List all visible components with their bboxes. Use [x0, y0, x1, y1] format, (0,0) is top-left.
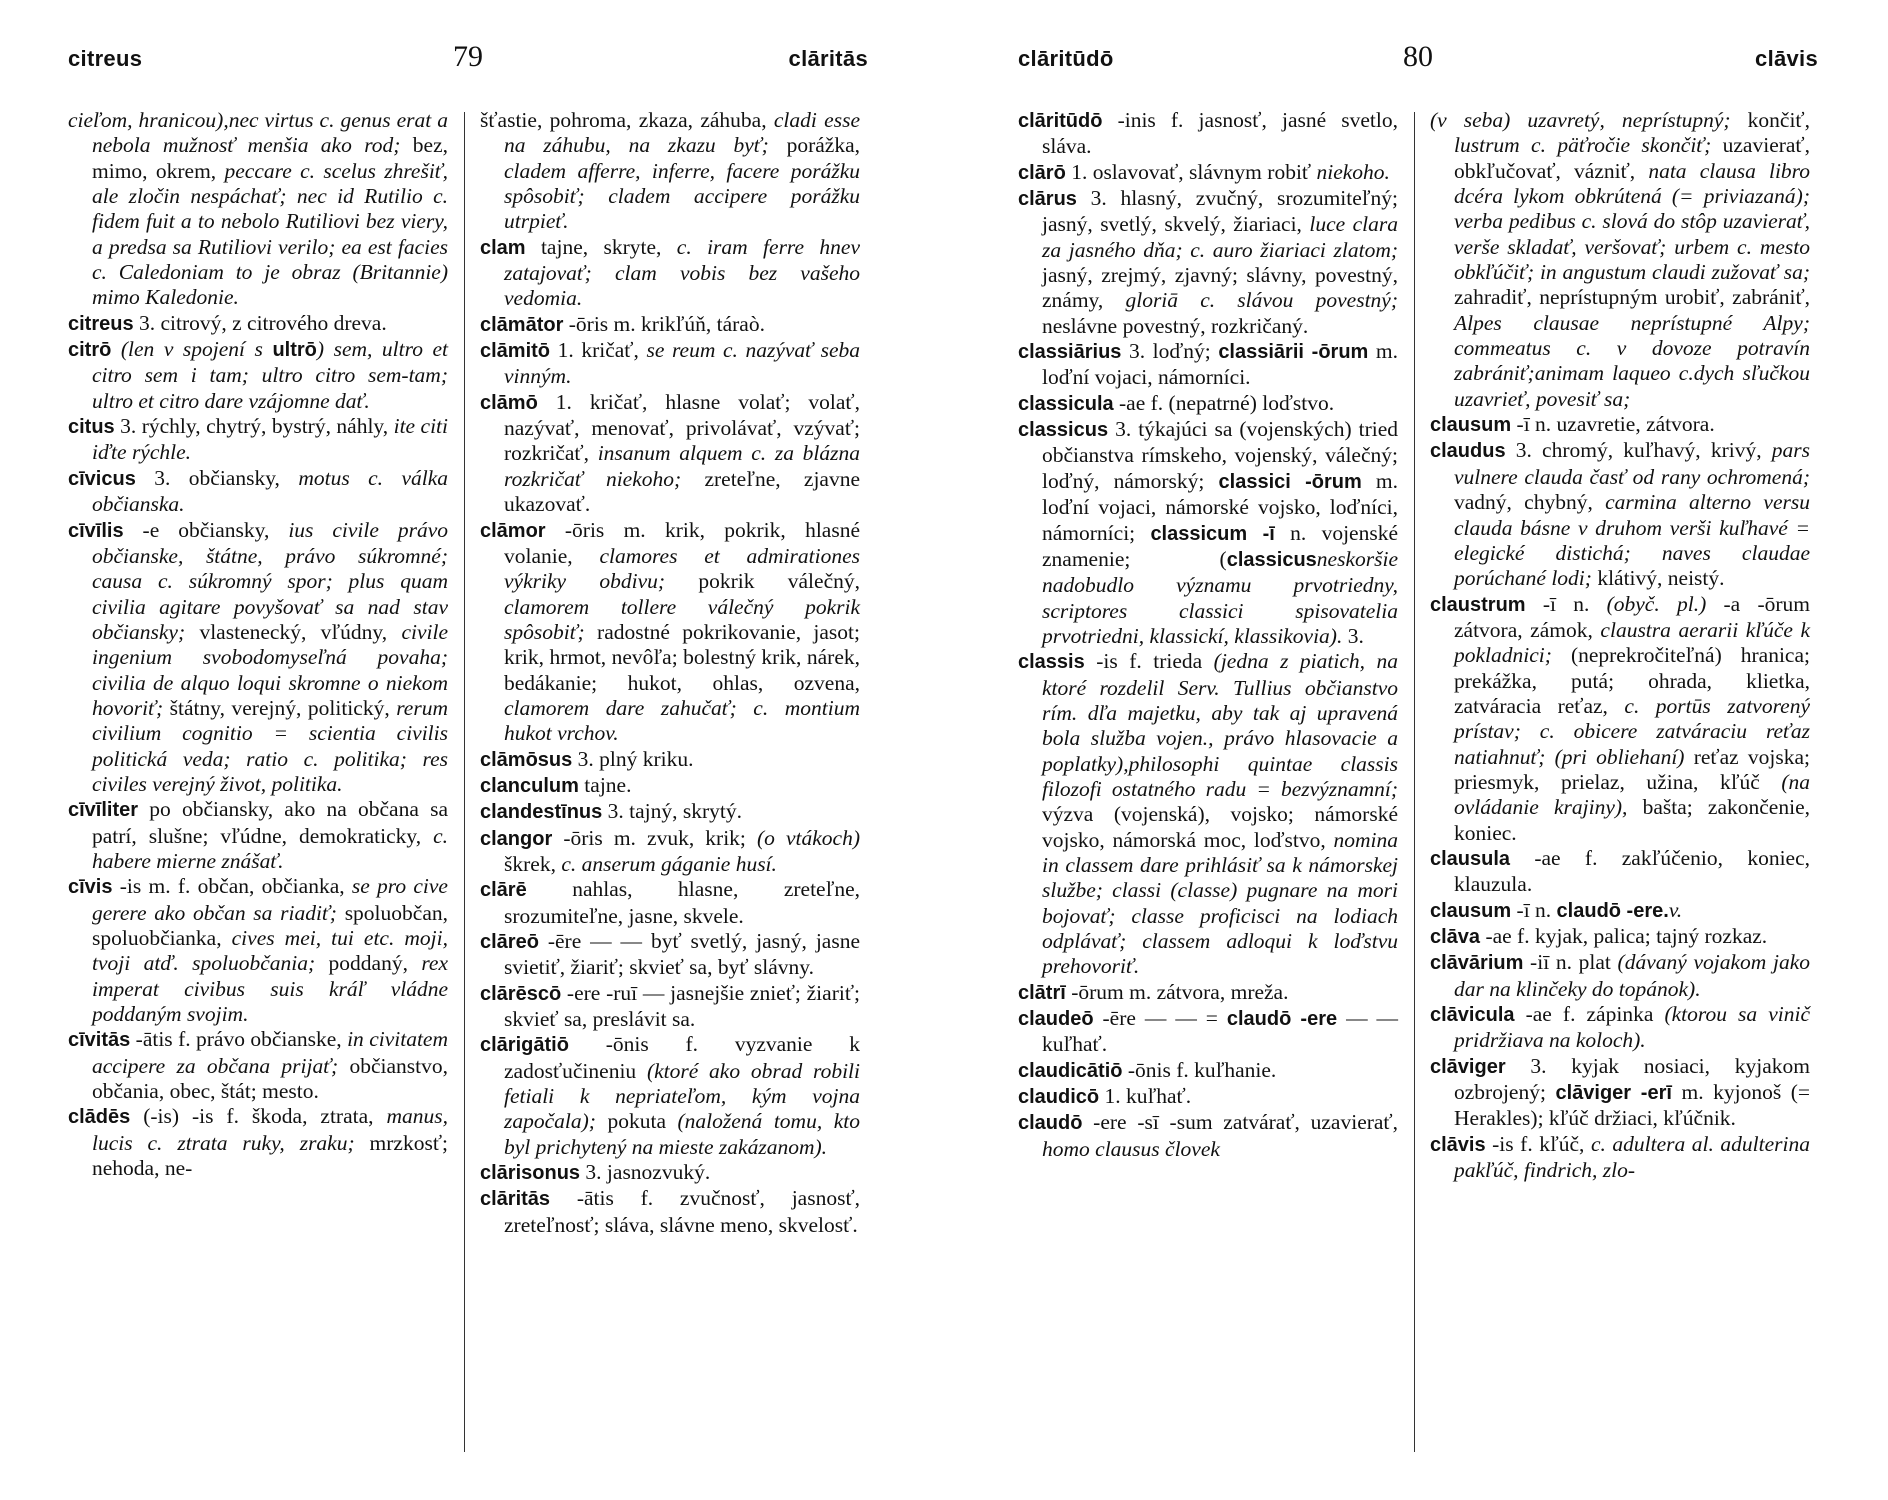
dictionary-entry — [480, 826, 860, 878]
entry-headword: clanculum — [480, 774, 579, 797]
entry-example-italic: manus, lucis c. ztrata ruky, zraku; — [92, 1104, 448, 1155]
entry-example-italic: clamorem tollere válečný pokrik spôsobiť; — [504, 594, 860, 644]
entry-headword: clam — [480, 236, 526, 259]
entry-subheadword: clāviger -erī — [1555, 1082, 1672, 1105]
entry-definition: 3. citrový, z citrového dreva. — [133, 310, 387, 335]
dictionary-entry — [68, 1027, 448, 1104]
entry-example-italic: motus c. válka občianska. — [92, 465, 449, 517]
entry-headword: clausula — [1430, 847, 1511, 870]
entry-headword: clāvārium — [1430, 952, 1524, 975]
dictionary-entry — [68, 311, 448, 337]
entry-definition: tajne. — [578, 772, 632, 797]
entry-example-italic: niekoho. — [1316, 159, 1390, 184]
entry-headword: clāreō — [480, 931, 539, 953]
entry-headword: clāvis — [1430, 1133, 1486, 1156]
entry-definition: bez, mimo, okrem, — [92, 133, 448, 183]
dictionary-entry — [68, 466, 448, 518]
entry-definition: -ōris m. zvuk, krik; — [552, 825, 757, 850]
entry-example-italic: peccare c. scelus zhrešiť, ale zločin nespáchať; nec id Rutilio c. fidem fuit a to nebolo Rutiliovi bez viery, a predsa sa Rutiliovi verilo; ea est facies c. Caledoniam to je obraz (Britannie) mimo Kaledonie. — [92, 158, 448, 310]
left-header-first-headword: citreus — [68, 46, 143, 71]
left-page-header — [68, 40, 868, 84]
dictionary-entry — [480, 312, 860, 338]
entry-definition: -ātis f. zvučnosť, jasnosť, zreteľnosť; sláva, slávne meno, skvelosť. — [504, 1186, 860, 1237]
dictionary-entry — [1430, 924, 1810, 950]
entry-headword: clāviger — [1430, 1055, 1506, 1078]
dictionary-entry — [1430, 1054, 1810, 1132]
right-header-first-headword: clāritūdō — [1018, 46, 1114, 71]
entry-definition: bašta; zakončenie, koniec. — [1454, 795, 1810, 845]
entry-headword: cīvitās — [68, 1029, 131, 1052]
dictionary-entry — [1018, 980, 1398, 1006]
entry-example-italic: carmina alterno versu clauda básne v druhom verši kuľhavé = elegické distichá; naves claudae porúchané lodi; — [1454, 490, 1810, 591]
entry-definition: uzavierať, obkľučovať, vázniť, — [1454, 133, 1810, 183]
entry-definition: štátny, verejný, politický, — [163, 695, 397, 720]
dictionary-entry — [480, 338, 860, 390]
entry-definition: po občiansky, ako na občana sa patrí, slušne; vľúdne, demokraticky, — [92, 797, 448, 848]
entry-definition: -a -ōrum zátvora, zámok, — [1454, 591, 1810, 642]
entry-definition: -ōris m. krikľúň, táraò. — [563, 311, 765, 336]
entry-definition: n. vojenské znamenie; ( — [1042, 520, 1398, 571]
dictionary-entry — [1018, 339, 1398, 391]
entry-definition: zahradiť, neprístupným urobiť, zabrániť, — [1454, 285, 1810, 310]
dictionary-entry — [480, 518, 860, 747]
left-page-column-2 — [480, 108, 860, 1238]
entry-definition: vadný, chybný, — [1454, 490, 1606, 515]
entry-headword: clāritās — [480, 1188, 551, 1211]
dictionary-entry — [480, 390, 860, 518]
dictionary-entry — [68, 337, 448, 414]
entry-definition: -ōnis f. kuľhanie. — [1122, 1057, 1277, 1082]
entry-definition: (neprekročiteľná) hranica; prekážka, putá; ohrada, klietka, zatváracia reťaz, — [1454, 643, 1810, 718]
dictionary-entry — [1430, 438, 1810, 591]
entry-definition: 1. kričať, hlasne volať; volať, nazývať, menovať, privolávať, vzývať; rozkričať, — [504, 389, 860, 466]
dictionary-entry — [68, 874, 448, 1027]
entry-example-italic: c. adultera al. adulterina pakľúč, findrich, zlo- — [1454, 1131, 1811, 1183]
column-divider — [464, 112, 465, 1452]
entry-headword: classis — [1018, 651, 1085, 674]
entry-definition: 1. kričať, — [550, 338, 647, 363]
entry-example-italic: cladem afferre, inferre, facere porážku spôsobiť; cladem accipere porážku utrpieť. — [504, 158, 860, 234]
entry-headword: clātrī — [1018, 981, 1066, 1004]
entry-subheadword: ultrō — [272, 339, 317, 362]
dictionary-entry — [480, 747, 860, 773]
entry-definition: nahlas, hlasne, zreteľne, srozumiteľne, jasne, skvele. — [504, 877, 860, 928]
entry-headword: clāmor — [480, 519, 546, 542]
entry-example-italic: se reum c. nazývať seba vinným. — [504, 338, 860, 389]
entry-example-italic: luce clara za jasného dňa; c. auro žiariaci zlatom; — [1042, 212, 1399, 262]
entry-definition: -ēre — — byť svetlý, jasný, jasne svietiť, žiariť; skvieť sa, byť slávny. — [504, 929, 860, 980]
entry-headword: clāvicula — [1430, 1004, 1515, 1027]
entry-headword: citrō — [68, 339, 112, 362]
entry-headword: classicus — [1018, 419, 1109, 442]
entry-definition: občianstvo, občania, obec, štát; mesto. — [92, 1053, 448, 1104]
entry-subheadword: classicum -ī — [1150, 522, 1275, 545]
dictionary-entry — [1430, 412, 1810, 438]
entry-definition: vlastenecký, vľúdny, — [185, 619, 402, 644]
right-header-last-headword: clāvis — [1755, 46, 1818, 71]
entry-example-italic: cieľom, hranicou),nec virtus c. genus erat a nebola mužnosť menšia ako rod; — [68, 108, 448, 158]
entry-headword: clāmō — [480, 391, 538, 414]
entry-headword: clārus — [1018, 188, 1077, 211]
entry-headword: claudicō — [1018, 1086, 1100, 1109]
dictionary-entry — [480, 1160, 860, 1186]
entry-definition: -ae f. zakľúčenio, koniec, klauzula. — [1454, 845, 1810, 897]
entry-headword: clādēs — [68, 1106, 131, 1129]
entry-definition: radostné pokrikovanie, jasot; krik, hrmot, nevôľa; bolestný krik, nárek, bedákanie; hukot, ohlas, ozvena, — [504, 619, 860, 695]
entry-example-italic: (jedna z piatich, na ktoré rozdelil Serv. Tullius občianstvo rím. dľa majetku, aby tak aj upravená bola služba vojen., právo hlasovacie a poplatky),philosophi quintae classis filozofi ostatného radu = bezvýznamní; — [1042, 649, 1398, 801]
entry-example-italic: rerum civilium cognitio = scientia civilis politická veda; ratio c. politika; res civiles verejný život, politika. — [92, 695, 448, 796]
entry-subheadword: claudō -ere — [1226, 1008, 1338, 1031]
entry-definition: -ōris m. krik, pokrik, hlasné volanie, — [504, 517, 860, 568]
right-page-column-2 — [1430, 108, 1810, 1183]
entry-definition: neslávne povestný, rozkričaný. — [1042, 313, 1309, 338]
entry-definition: -ae f. zápinka — [1514, 1002, 1665, 1027]
entry-definition: -e občiansky, — [123, 517, 289, 542]
entry-headword: classiārius — [1018, 341, 1122, 364]
entry-example-italic: (dávaný vojakom jako dar na klinčeky do topánok). — [1454, 950, 1810, 1001]
entry-headword: clārō — [1018, 161, 1066, 184]
entry-example-italic: v. — [1668, 897, 1683, 922]
entry-definition: -ae f. (nepatrné) loďstvo. — [1113, 390, 1335, 415]
entry-example-italic: neskoršie nadobudlo významu prvotriedny, scriptores classici spisovatelia prvotriedni, klassickí, klassikovia). — [1042, 546, 1398, 648]
entry-example-italic: claustra aerarii kľúče k pokladnici; — [1454, 617, 1810, 668]
entry-headword: clārigātiō — [480, 1034, 569, 1057]
left-page — [68, 0, 868, 1500]
dictionary-entry — [1018, 417, 1398, 649]
entry-headword: citus — [68, 416, 115, 439]
left-page-column-1 — [68, 108, 448, 1181]
entry-definition: 3. jasnozvuký. — [580, 1160, 711, 1185]
entry-definition: tajne, skryte, — [525, 234, 677, 259]
entry-definition: m. loďní vojaci, námorníci. — [1042, 339, 1398, 390]
entry-definition: -ēre — — = — [1093, 1006, 1227, 1031]
dictionary-entry — [68, 414, 448, 466]
dictionary-entry — [1430, 846, 1810, 898]
entry-subheadword: classiārii -ōrum — [1218, 341, 1369, 364]
entry-definition: m. loďní vojaci, námorské vojsko, loďníci, námorníci; — [1042, 468, 1398, 545]
entry-example-italic: c. iram ferre hnev zatajovať; clam vobis bez vašeho vedomia. — [504, 234, 860, 311]
entry-headword: cīvis — [68, 876, 113, 899]
dictionary-entry — [1430, 1132, 1810, 1184]
entry-definition: 1. oslavovať, slávnym robiť — [1065, 159, 1317, 184]
dictionary-entry — [480, 235, 860, 312]
entry-definition: (-is) -is f. škoda, ztrata, — [130, 1104, 387, 1129]
entry-headword: claudeō — [1018, 1008, 1094, 1031]
right-page-column-1 — [1018, 108, 1398, 1162]
entry-headword: claudus — [1430, 440, 1506, 463]
entry-definition: porážka, — [768, 133, 861, 158]
dictionary-entry — [1430, 950, 1810, 1002]
dictionary-entry — [1018, 649, 1398, 979]
entry-definition: -ae f. kyjak, palica; tajný rozkaz. — [1480, 924, 1768, 948]
entry-example-italic: (ktorou sa vinič pridržiava na koloch). — [1454, 1002, 1810, 1053]
entry-example-italic: (na ovládanie krajiny), — [1454, 769, 1810, 820]
entry-headword: claudicātiō — [1018, 1059, 1123, 1082]
entry-definition: -iī n. plat — [1523, 950, 1618, 975]
entry-definition: -ere -ruī — jasnejšie znieť; žiariť; skvieť sa, preslávit sa. — [504, 980, 860, 1032]
right-page-header — [1018, 40, 1818, 84]
entry-definition: reťaz vojska; priesmyk, prielaz, užina, kľúč — [1454, 744, 1810, 794]
entry-headword: clārē — [480, 879, 527, 902]
dictionary-entry — [68, 1104, 448, 1181]
entry-example-italic: c. portūs zatvorený prístav; c. obicere zatváraciu reťaz natiahnuť; (pri obliehaní) — [1454, 693, 1810, 769]
dictionary-entry — [480, 1032, 860, 1160]
entry-definition: 3. kyjak nosiaci, kyjakom ozbrojený; — [1454, 1053, 1810, 1105]
entry-example-italic: clamores et admirationes výkriky obdivu; — [504, 543, 860, 594]
entry-definition: 3. chromý, kuľhavý, krivý, — [1505, 438, 1772, 463]
entry-headword: clangor — [480, 827, 553, 850]
entry-example-italic: ) sem, ultro et citro sem i tam; ultro citro sem-tam; ultro et citro dare vzájomne dať. — [92, 337, 448, 413]
entry-definition: 3. občiansky, — [135, 465, 299, 490]
entry-definition: spoluobčan, spoluobčianka, — [92, 900, 448, 950]
entry-headword: clāva — [1430, 926, 1481, 948]
dictionary-entry — [1018, 160, 1398, 186]
entry-example-italic: se pro cive gerere ako občan sa riadiť; — [92, 874, 448, 925]
entry-definition: -ātis f. právo občianske, — [130, 1027, 348, 1052]
dictionary-entry — [480, 1186, 860, 1238]
entry-definition: zreteľne, zjavne ukazovať. — [504, 466, 861, 517]
entry-definition: — — kuľhať. — [1042, 1006, 1399, 1057]
dictionary-entry — [480, 773, 860, 799]
entry-definition: jasný, zrejmý, zjavný; slávny, povestný, známy, — [1042, 263, 1398, 313]
dictionary-entry — [68, 108, 448, 311]
entry-definition: 1. kuľhať. — [1099, 1084, 1192, 1109]
entry-example-italic: nomina in classem dare prihlásiť sa k námorskej službe; classi (classe) pugnare na mori bojovať; classe proficisci na lodiach odplávať; classem adloqui k loďstvu prehovoriť. — [1042, 827, 1398, 979]
entry-example-italic: (naložená tomu, kto byl prichytený na mieste zakázanom). — [504, 1109, 860, 1159]
entry-example-italic: cladi esse na záhubu, na zkazu byť; — [504, 108, 860, 158]
entry-example-italic: (v seba) uzavretý, neprístupný; — [1430, 108, 1731, 132]
entry-example-italic: gloriā c. slávou povestný; — [1125, 288, 1398, 313]
dictionary-entry — [1018, 108, 1398, 160]
entry-definition: -is m. f. občan, občianka, — [112, 874, 352, 899]
entry-example-italic: pars vulnere clauda časť od rany ochromená; — [1454, 438, 1810, 489]
left-header-last-headword: clāritās — [788, 46, 868, 71]
entry-example-italic: rex imperat civibus suis kráľ vládne poddaným svojim. — [92, 951, 448, 1027]
entry-headword: cīvīliter — [68, 799, 139, 822]
entry-subheadword: claudō -ere. — [1556, 899, 1669, 922]
entry-definition: škrek, — [504, 851, 562, 876]
entry-headword: clāmātor — [480, 313, 564, 336]
entry-example-italic: clamorem dare zahučať; c. montium hukot vrchov. — [504, 695, 860, 746]
entry-example-italic: c. anserum gáganie husí. — [561, 851, 777, 876]
entry-definition: -inis f. jasnosť, jasné svetlo, sláva. — [1042, 108, 1398, 159]
entry-headword: clandestīnus — [480, 801, 603, 824]
entry-definition: pokrik válečný, — [665, 569, 860, 594]
entry-headword: clausum — [1430, 899, 1512, 922]
right-page-number: 80 — [1403, 40, 1433, 73]
entry-example-italic: (ktoré ako obrad robili fetiali k nepriateľom, kým vojna započala); — [504, 1058, 861, 1134]
dictionary-entry — [480, 929, 860, 981]
entry-headword: cīvīlis — [68, 519, 124, 542]
entry-definition: pokuta — [595, 1109, 678, 1134]
entry-definition: 3. tajný, skrytý. — [602, 799, 743, 824]
entry-headword: clāmitō — [480, 340, 551, 363]
entry-headword: classicula — [1018, 392, 1114, 415]
entry-headword: citreus — [68, 312, 134, 335]
dictionary-entry — [1018, 186, 1398, 339]
entry-example-italic: nata clausa libro dcéra lykom obkrútená (= priviazaná); verba pedibus c. slová do stôp uzavierať, verše skladať, veršovať; urbem c. mesto obkľúčiť; in angustum claudi zužovať sa; — [1454, 158, 1810, 285]
entry-headword: clausum — [1430, 414, 1512, 437]
entry-example-italic: ite citi iďte rýchle. — [92, 414, 448, 465]
entry-example-italic: cives mei, tui etc. moji, tvoji atď. spoluobčania; — [92, 926, 448, 976]
entry-example-italic: (o vtákoch) — [756, 825, 860, 850]
entry-definition: -ī n. — [1511, 897, 1557, 922]
entry-definition: -ī n. — [1525, 591, 1607, 616]
dictionary-entry — [1430, 592, 1810, 846]
dictionary-entry — [1018, 391, 1398, 417]
dictionary-entry — [1018, 1058, 1398, 1084]
dictionary-entry — [480, 981, 860, 1033]
entry-example-italic: c. habere mierne znášať. — [92, 823, 448, 873]
entry-definition: 3. hlasný, zvučný, srozumiteľný; jasný, svetlý, skvelý, žiariaci, — [1042, 186, 1398, 237]
entry-definition: 3. — [1342, 623, 1364, 648]
entry-subheadword: classici -ōrum — [1218, 470, 1362, 493]
entry-definition: -is f. trieda — [1084, 649, 1214, 674]
entry-headword: clārēscō — [480, 982, 562, 1005]
entry-headword: clāritūdō — [1018, 110, 1103, 132]
entry-definition: 3. plný kriku. — [572, 746, 694, 771]
entry-definition: klátivý, neistý. — [1591, 566, 1725, 591]
left-page-number: 79 — [453, 40, 483, 73]
entry-definition: 3. týkajúci sa (vojenských) tried občianstva rímskeho, vojenský, válečný; loďný, námorský; — [1042, 417, 1398, 493]
column-divider — [1414, 112, 1415, 1452]
entry-headword: clāmōsus — [480, 748, 573, 771]
dictionary-entry — [68, 797, 448, 874]
entry-definition: -ere -sī -sum zatvárať, uzavierať, — [1082, 1110, 1398, 1135]
entry-headword: claustrum — [1430, 593, 1526, 616]
entry-example-italic: homo clausus človek — [1042, 1136, 1220, 1161]
entry-example-italic: ius civile právo občianske, štátne, právo súkromné; causa c. súkromný spor; plus quam civilia agitare povyšovať sa nad stav občiansky; — [92, 517, 448, 644]
entry-subheadword: classicus — [1226, 548, 1317, 571]
dictionary-entry — [480, 877, 860, 929]
entry-definition: -ī n. uzavretie, zátvora. — [1511, 412, 1715, 437]
dictionary-entry — [1018, 1084, 1398, 1110]
dictionary-entry — [480, 799, 860, 825]
entry-definition: m. kyjonoš (= Herakles); kľúč držiaci, kľúčnik. — [1454, 1080, 1810, 1131]
dictionary-entry — [1018, 1110, 1398, 1162]
entry-definition: poddaný, — [315, 951, 422, 976]
entry-headword: clārisonus — [480, 1162, 581, 1185]
dictionary-entry — [1430, 108, 1810, 412]
entry-definition: -ōrum m. zátvora, mreža. — [1065, 979, 1289, 1004]
dictionary-entry — [1018, 1006, 1398, 1058]
dictionary-entry — [480, 108, 860, 235]
dictionary-entry — [68, 518, 448, 798]
entry-headword: claudō — [1018, 1112, 1083, 1135]
entry-definition: 3. rýchly, chytrý, bystrý, náhly, — [114, 414, 394, 439]
entry-example-italic: insanum alquem c. za blázna rozkričať niekoho; — [504, 441, 860, 491]
entry-example-italic: Alpes clausae neprístupné Alpy; commeatus c. v dovoze potravín zabrániť;animam laqueo c.dych sľučkou uzavrieť, povesiť sa; — [1454, 310, 1810, 411]
dictionary-entry — [1430, 1002, 1810, 1054]
entry-definition: končiť, — [1730, 108, 1810, 132]
entry-definition: šťastie, pohroma, zkaza, záhuba, — [480, 108, 774, 132]
entry-definition: 3. loďný; — [1121, 339, 1219, 364]
entry-definition: výzva (vojenská), vojsko; námorské vojsko, námorská moc, loďstvo, — [1042, 802, 1398, 852]
entry-example-italic: (len v spojení s — [111, 337, 273, 362]
entry-definition: -ōnis f. vyzvanie k zadosťučineniu — [504, 1032, 860, 1083]
entry-example-italic: lustrum c. päťročie skončiť; — [1454, 133, 1712, 158]
dictionary-entry — [1430, 898, 1810, 924]
entry-definition: mrzkosť; nehoda, ne- — [92, 1130, 448, 1181]
entry-definition: -is f. kľúč, — [1485, 1131, 1591, 1156]
entry-example-italic: (obyč. pl.) — [1606, 591, 1707, 616]
right-page — [1018, 0, 1818, 1500]
entry-example-italic: in civitatem accipere za občana prijať; — [92, 1027, 448, 1078]
entry-headword: cīvicus — [68, 467, 136, 490]
entry-example-italic: civile ingenium svobodomyseľná povaha; civilia de alquo loqui skromne o niekom hovoriť; — [92, 619, 448, 720]
